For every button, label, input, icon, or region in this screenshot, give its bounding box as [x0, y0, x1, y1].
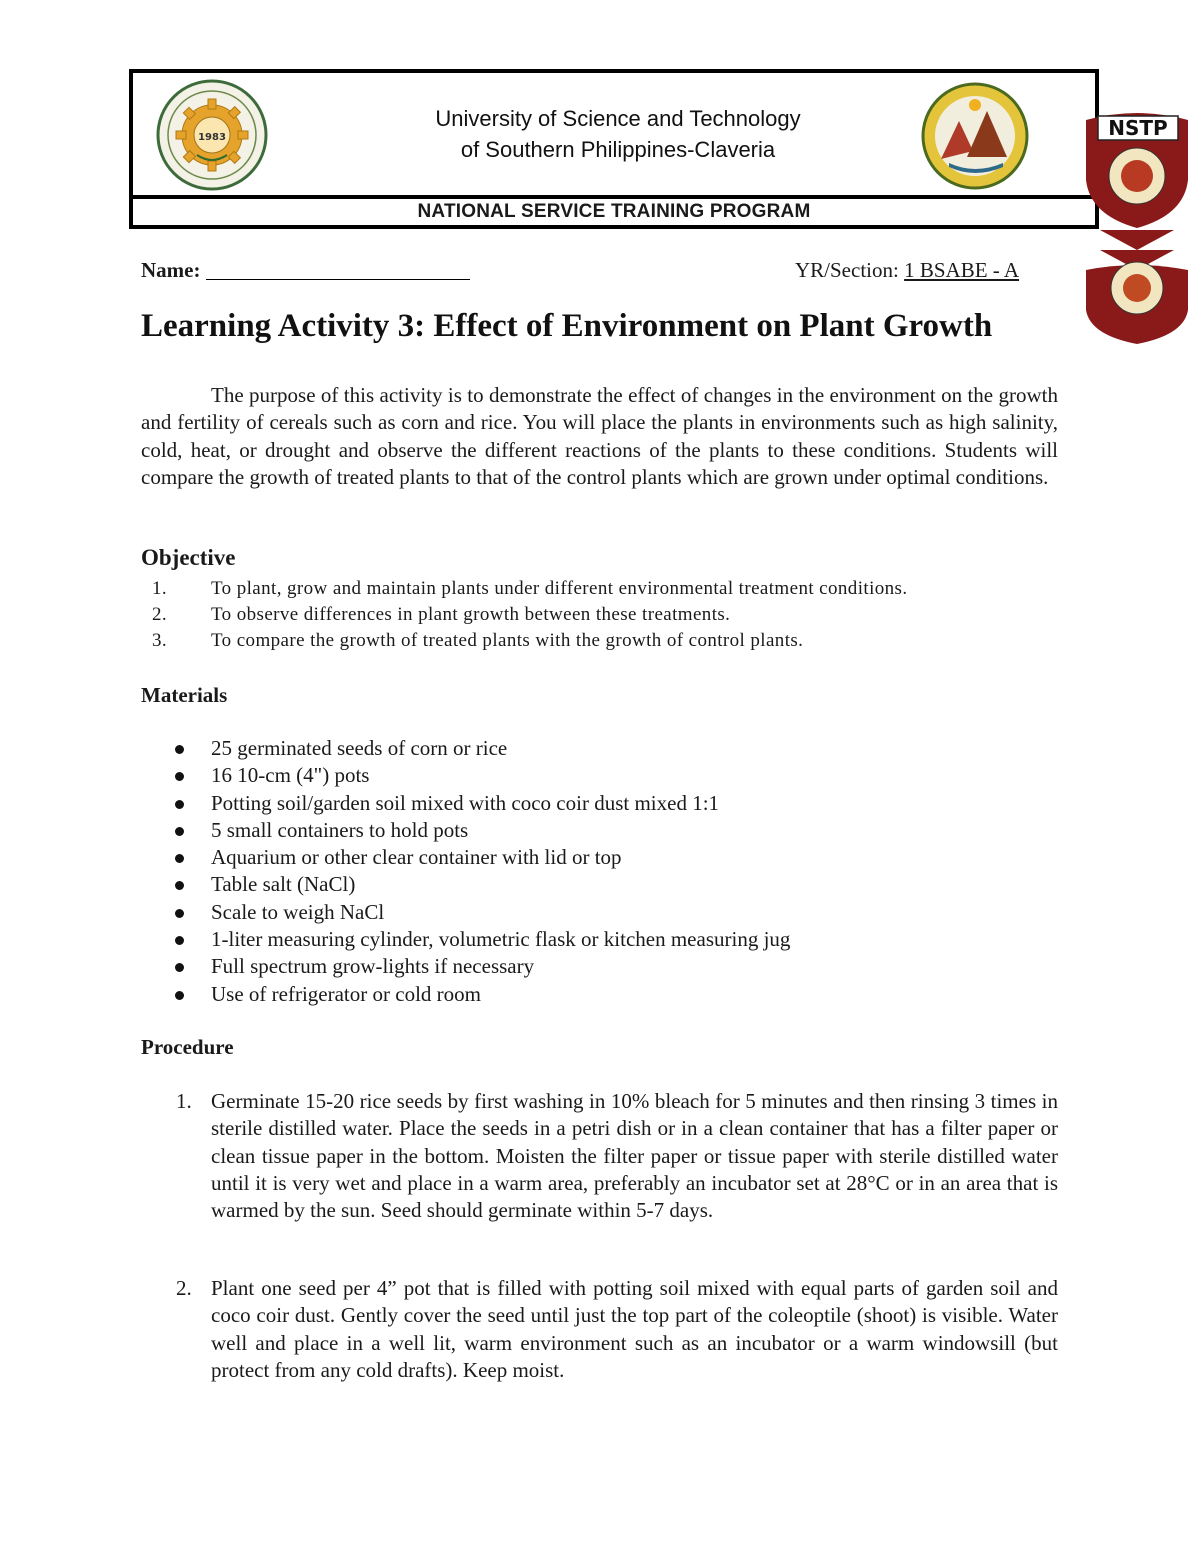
list-item: 25 germinated seeds of corn or rice	[141, 735, 790, 762]
list-item: Use of refrigerator or cold room	[141, 981, 790, 1008]
bullet-icon	[175, 936, 184, 945]
page-title: Learning Activity 3: Effect of Environment on Plant Growth	[141, 308, 993, 344]
nstp-program-seal-logo	[915, 81, 1035, 191]
section-field	[795, 258, 1019, 283]
program-title: NATIONAL SERVICE TRAINING PROGRAM	[417, 201, 811, 222]
bullet-icon	[175, 881, 184, 890]
letterhead	[129, 69, 1099, 229]
name-blank-line	[206, 261, 470, 280]
materials-heading: Materials	[141, 683, 228, 707]
svg-text:NSTP: NSTP	[1108, 116, 1168, 140]
bullet-icon	[175, 800, 184, 809]
bullet-icon	[175, 854, 184, 863]
procedure-step: 1. Germinate 15-20 rice seeds by first washing in 10% bleach for 5 minutes and then rinsing 3 times in sterile distilled water. Place the seeds in a petri dish or in a clean container that has a filter paper or clean tissue paper in the bottom. Moisten the filter paper or tissue paper with sterile distilled water until it is very wet and place in a warm area, preferably an incubator set at 28°C or in an area that is warmed by the sun. Seed should germinate within 5-7 days.	[176, 1089, 1058, 1223]
list-item: Aquarium or other clear container with lid or top	[141, 844, 790, 871]
list-item: Scale to weigh NaCl	[141, 899, 790, 926]
procedure-heading: Procedure	[141, 1035, 234, 1059]
college-seal-logo	[147, 79, 277, 191]
list-item: Potting soil/garden soil mixed with coco coir dust mixed 1:1	[141, 790, 790, 817]
name-field	[141, 258, 470, 283]
bullet-icon	[175, 963, 184, 972]
objective-list	[141, 576, 1058, 654]
bullet-icon	[175, 745, 184, 754]
bullet-icon	[175, 991, 184, 1000]
header-divider	[133, 195, 1095, 199]
list-item: 1. To plant, grow and maintain plants under different environmental treatment conditions.	[152, 578, 908, 599]
university-name: University of Science and Technology of Southern Philippines-Claveria	[435, 106, 801, 162]
list-item: 5 small containers to hold pots	[141, 817, 790, 844]
objective-heading: Objective	[141, 545, 236, 570]
intro-paragraph: The purpose of this activity is to demonstrate the effect of changes in the environment on the growth and fertility of cereals such as corn and rice. You will place the plants in environments such as high salinity, cold, heat, or drought and observe the different reactions of the plants to these conditions. Students will compare the growth of treated plants to that of the control plants which are grown under optimal conditions.	[141, 383, 1058, 489]
list-item: 16 10-cm (4") pots	[141, 762, 790, 789]
nstp-badge-logo	[1080, 110, 1194, 346]
name-label: Name:	[141, 258, 201, 282]
materials-list	[141, 735, 790, 1008]
list-item: Full spectrum grow-lights if necessary	[141, 953, 790, 980]
section-value: 1 BSABE - A	[904, 258, 1020, 282]
bullet-icon	[175, 909, 184, 918]
bullet-icon	[175, 772, 184, 781]
section-label: YR/Section:	[795, 258, 899, 282]
list-item: Table salt (NaCl)	[141, 871, 790, 898]
list-item: 3. To compare the growth of treated plants with the growth of control plants.	[152, 630, 804, 651]
list-item: 1-liter measuring cylinder, volumetric flask or kitchen measuring jug	[141, 926, 790, 953]
svg-text:1983: 1983	[198, 132, 226, 143]
list-item: 2. To observe differences in plant growth between these treatments.	[152, 604, 731, 625]
bullet-icon	[175, 827, 184, 836]
procedure-step: 2. Plant one seed per 4” pot that is filled with potting soil mixed with equal parts of garden soil and coco coir dust. Gently cover the seed until just the top part of the coleoptile (shoot) is visible. Water well and place in a well lit, warm environment such as an incubator or a warm windowsill (but protect from any cold drafts). Keep moist.	[176, 1276, 1058, 1382]
